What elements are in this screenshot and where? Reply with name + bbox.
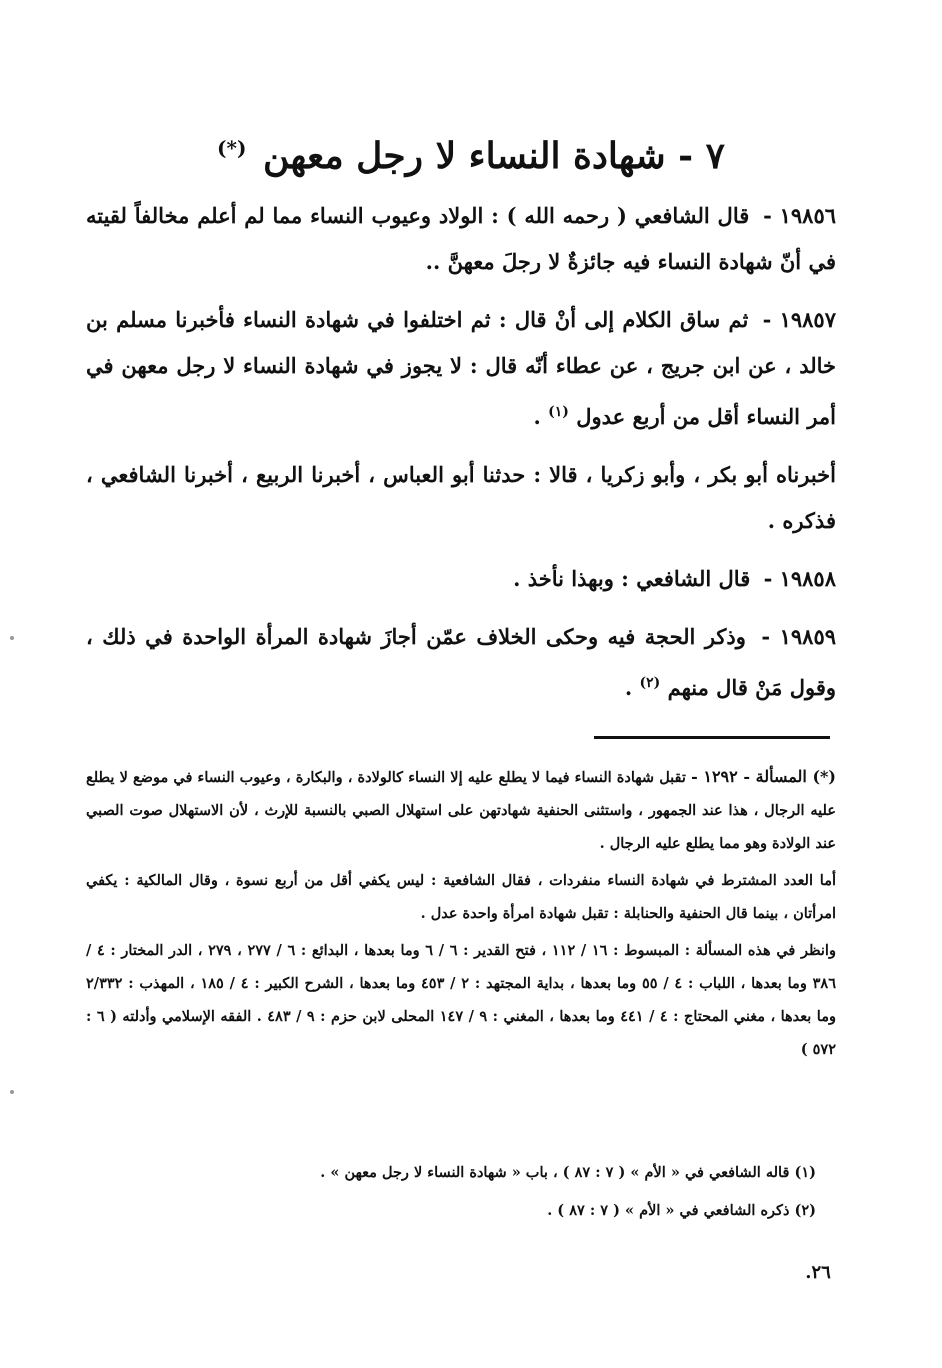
note-label: (*) المسألة - ١٢٩٢ - xyxy=(691,767,836,786)
editor-notes xyxy=(86,760,836,1070)
note-references xyxy=(86,934,836,1066)
section-title xyxy=(80,120,862,184)
paragraph-19859 xyxy=(86,614,836,711)
paragraph-text: قال الشافعي : وبهذا نأخذ . xyxy=(513,566,751,591)
scan-speck xyxy=(10,1090,14,1094)
footnote-1: (١) قاله الشافعي في « الأم » ( ٧ : ٨٧ ) ، باب « شهادة النساء لا رجل معهن » . xyxy=(320,1164,816,1181)
paragraph-text: وذكر الحجة فيه وحكى الخلاف عمّن أجازَ شهادة المرأة الواحدة في ذلك ، وقول مَنْ قال منهم xyxy=(86,624,836,700)
note-number-of-women xyxy=(86,864,836,930)
paragraph-number: ١٩٨٥٧ - xyxy=(762,307,836,332)
footnotes xyxy=(86,1154,816,1230)
note-text: أما العدد المشترط في شهادة النساء منفردات ، فقال الشافعية : ليس يكفي أقل من أربع نسوة ، وقال المالكية : يكفي امرأتان ، بينما قال الحنفية والحنابلة : تقبل شهادة امرأة واحدة عدل . xyxy=(86,872,836,922)
paragraph-number: ١٩٨٥٦ - xyxy=(763,203,837,228)
note-text: تقبل شهادة النساء فيما لا يطلع عليه إلا النساء كالولادة ، والبكارة ، وعيوب النساء في موضع لا يطلع عليه الرجال ، هذا عند الجمهور ، واستثنى الحنفية شهادتهن على استهلال الصبي بالنسبة للإرث ، لأن الاستهلال صوت الصبي عند الولادة وهو مما يطلع عليه الرجال . xyxy=(86,769,836,852)
footnote-reference[interactable]: (٢) xyxy=(639,675,661,691)
paragraph-text: ثم ساق الكلام إلى أنْ قال : ثم اختلفوا في شهادة النساء فأخبرنا مسلم بن خالد ، عن ابن جريج ، عن عطاء أنّه قال : لا يجوز في شهادة النساء لا رجل معهن في أمر النساء أقل من أربع عدول xyxy=(86,307,836,429)
paragraph-19857 xyxy=(86,297,836,440)
paragraph-text: قال الشافعي ( رحمه الله ) : الولاد وعيوب النساء مما لم أعلم مخالفاً لقيته في أنّ شهادة النساء فيه جائزةٌ لا رجلَ معهنَّ .. xyxy=(86,203,836,274)
page-number: ٢٦. xyxy=(805,1262,831,1283)
paragraph-text: أخبرناه أبو بكر ، وأبو زكريا ، قالا : حدثنا أبو العباس ، أخبرنا الربيع ، أخبرنا الشافعي ، فذكره . xyxy=(86,462,836,533)
paragraph-number: ١٩٨٥٩ - xyxy=(761,624,837,649)
footnote-2: (٢) ذكره الشافعي في « الأم » ( ٧ : ٨٧ ) . xyxy=(547,1202,816,1219)
paragraph-tail: . xyxy=(624,675,633,700)
paragraph-number: ١٩٨٥٨ - xyxy=(763,566,836,591)
paragraph-tail: . xyxy=(533,404,541,429)
section-title-text: ٧ - شهادة النساء لا رجل معهن xyxy=(262,135,725,177)
note-text: وانظر في هذه المسألة : المبسوط : ١٦ / ١١٢ ، فتح القدير : ٦ / ٦ وما بعدها ، البدائع : ٦ / ٢٧٧ ، ٢٧٩ ، الدر المختار : ٤ / ٣٨٦ وما بعدها ، اللباب : ٤ / ٥٥ وما بعدها ، بداية المجتهد : ٢ / ٤٥٣ وما بعدها ، الشرح الكبير : ٤ / ١٨٥ ، المهذب : ٢/٣٣٢ وما بعدها ، مغني المحتاج : ٤ / ٤٤١ وما بعدها ، المغني : ٩ / ١٤٧ المحلى لابن حزم : ٩ / ٤٨٣ . الفقه الإسلامي وأدلته ( ٦ : ٥٧٢ ) xyxy=(86,942,836,1058)
paragraph-isnad xyxy=(86,452,836,544)
paragraph-19858 xyxy=(86,556,836,602)
section-title-marker: (*) xyxy=(217,136,247,160)
footnote-reference[interactable]: (١) xyxy=(548,404,569,420)
paragraph-19856 xyxy=(86,193,836,285)
footnote-separator xyxy=(594,736,830,739)
scan-speck xyxy=(10,636,14,640)
note-ruling xyxy=(86,760,836,860)
main-text xyxy=(86,193,836,723)
